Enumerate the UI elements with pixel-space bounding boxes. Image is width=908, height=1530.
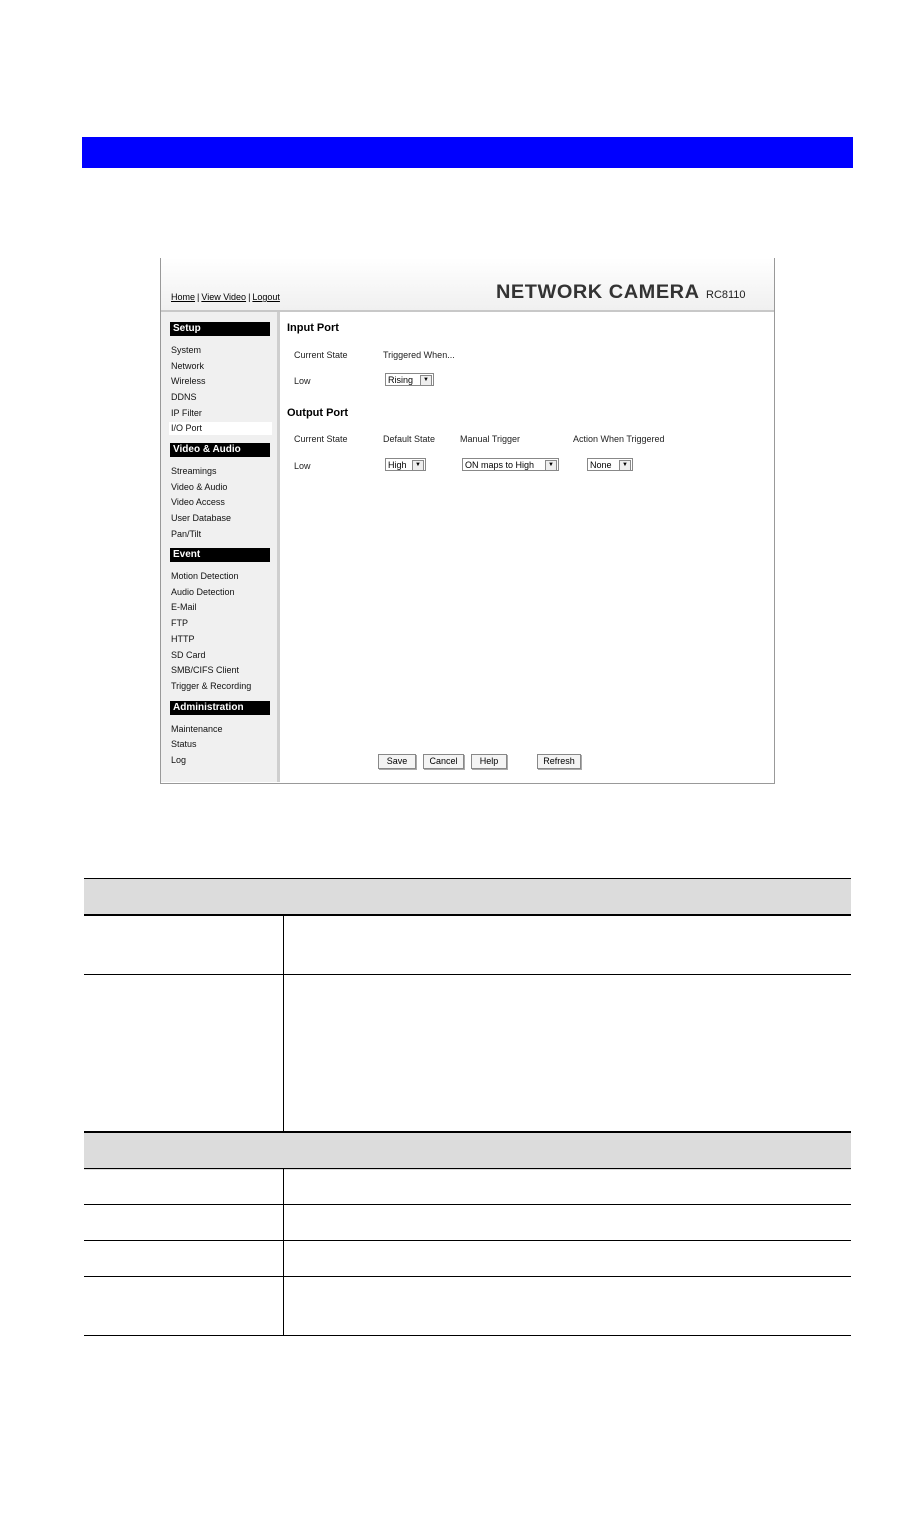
nav-user-database[interactable]: User Database	[171, 513, 232, 523]
nav-email[interactable]: E-Mail	[171, 602, 197, 612]
section-video-audio: Video & Audio	[170, 443, 270, 457]
nav-ddns[interactable]: DDNS	[171, 392, 197, 402]
table-divider	[84, 1276, 851, 1277]
section-setup: Setup	[170, 322, 270, 336]
nav-video-audio[interactable]: Video & Audio	[171, 482, 228, 492]
input-current-state-header: Current State	[294, 350, 348, 360]
chevron-down-icon: ▼	[412, 460, 424, 471]
chevron-down-icon: ▼	[420, 375, 432, 386]
input-port-heading: Input Port	[287, 322, 339, 334]
action-select[interactable]	[587, 458, 633, 471]
triggered-when-select[interactable]	[385, 373, 434, 386]
table-divider	[84, 974, 851, 975]
manual-trigger-value: ON maps to High	[465, 460, 535, 470]
nav-network[interactable]: Network	[171, 361, 205, 371]
view-video-link[interactable]: View Video	[201, 292, 247, 302]
nav-maintenance[interactable]: Maintenance	[171, 724, 223, 734]
output-current-state-value: Low	[294, 461, 311, 471]
refresh-button[interactable]: Refresh	[537, 754, 581, 769]
nav-motion-detection[interactable]: Motion Detection	[171, 571, 239, 581]
table-section-header	[84, 878, 851, 915]
table-divider	[84, 914, 851, 916]
input-current-state-value: Low	[294, 376, 311, 386]
cancel-button[interactable]: Cancel	[423, 754, 464, 769]
default-state-select[interactable]	[385, 458, 426, 471]
nav-wireless[interactable]: Wireless	[171, 376, 206, 386]
nav-streamings[interactable]: Streamings	[171, 466, 217, 476]
output-port-heading: Output Port	[287, 407, 349, 419]
nav-system[interactable]: System	[171, 345, 202, 355]
sidebar	[161, 312, 280, 782]
table-divider	[84, 1335, 851, 1336]
nav-audio-detection[interactable]: Audio Detection	[171, 587, 235, 597]
nav-trigger-recording[interactable]: Trigger & Recording	[171, 681, 252, 691]
title-bar	[82, 137, 853, 168]
model-number: RC8110	[706, 289, 746, 301]
nav-video-access[interactable]: Video Access	[171, 497, 225, 507]
nav-sd-card[interactable]: SD Card	[171, 650, 206, 660]
nav-pan-tilt[interactable]: Pan/Tilt	[171, 529, 202, 539]
input-triggered-when-header: Triggered When...	[383, 350, 455, 360]
action-when-triggered-header: Action When Triggered	[573, 434, 665, 444]
camera-header	[161, 258, 774, 312]
triggered-when-value: Rising	[388, 375, 414, 385]
nav-ftp[interactable]: FTP	[171, 618, 188, 628]
table-divider	[84, 1204, 851, 1205]
help-button[interactable]: Help	[471, 754, 507, 769]
chevron-down-icon: ▼	[545, 460, 557, 471]
manual-trigger-select[interactable]	[462, 458, 559, 471]
section-administration: Administration	[170, 701, 270, 715]
section-event: Event	[170, 548, 270, 562]
brand-logo: NETWORK CAMERA	[496, 282, 700, 303]
table-section-header	[84, 1131, 851, 1170]
table-divider	[84, 1168, 851, 1169]
nav-status[interactable]: Status	[171, 739, 197, 749]
output-current-state-header: Current State	[294, 434, 348, 444]
save-button[interactable]: Save	[378, 754, 416, 769]
default-state-header: Default State	[383, 434, 436, 444]
table-divider	[84, 1240, 851, 1241]
home-link[interactable]: Home	[171, 292, 196, 302]
manual-trigger-header: Manual Trigger	[460, 434, 521, 444]
table-column-divider	[283, 915, 284, 1131]
nav-log[interactable]: Log	[171, 755, 187, 765]
table-column-divider	[283, 1168, 284, 1335]
nav-io-port[interactable]: I/O Port	[169, 422, 272, 435]
camera-screenshot	[160, 258, 775, 784]
chevron-down-icon: ▼	[619, 460, 631, 471]
action-value: None	[590, 460, 612, 470]
nav-http[interactable]: HTTP	[171, 634, 195, 644]
nav-ip-filter[interactable]: IP Filter	[171, 408, 202, 418]
default-state-value: High	[388, 460, 407, 470]
logout-link[interactable]: Logout	[252, 292, 280, 302]
top-links: Home | View Video | Logout	[171, 292, 280, 302]
nav-smb-client[interactable]: SMB/CIFS Client	[171, 665, 240, 675]
